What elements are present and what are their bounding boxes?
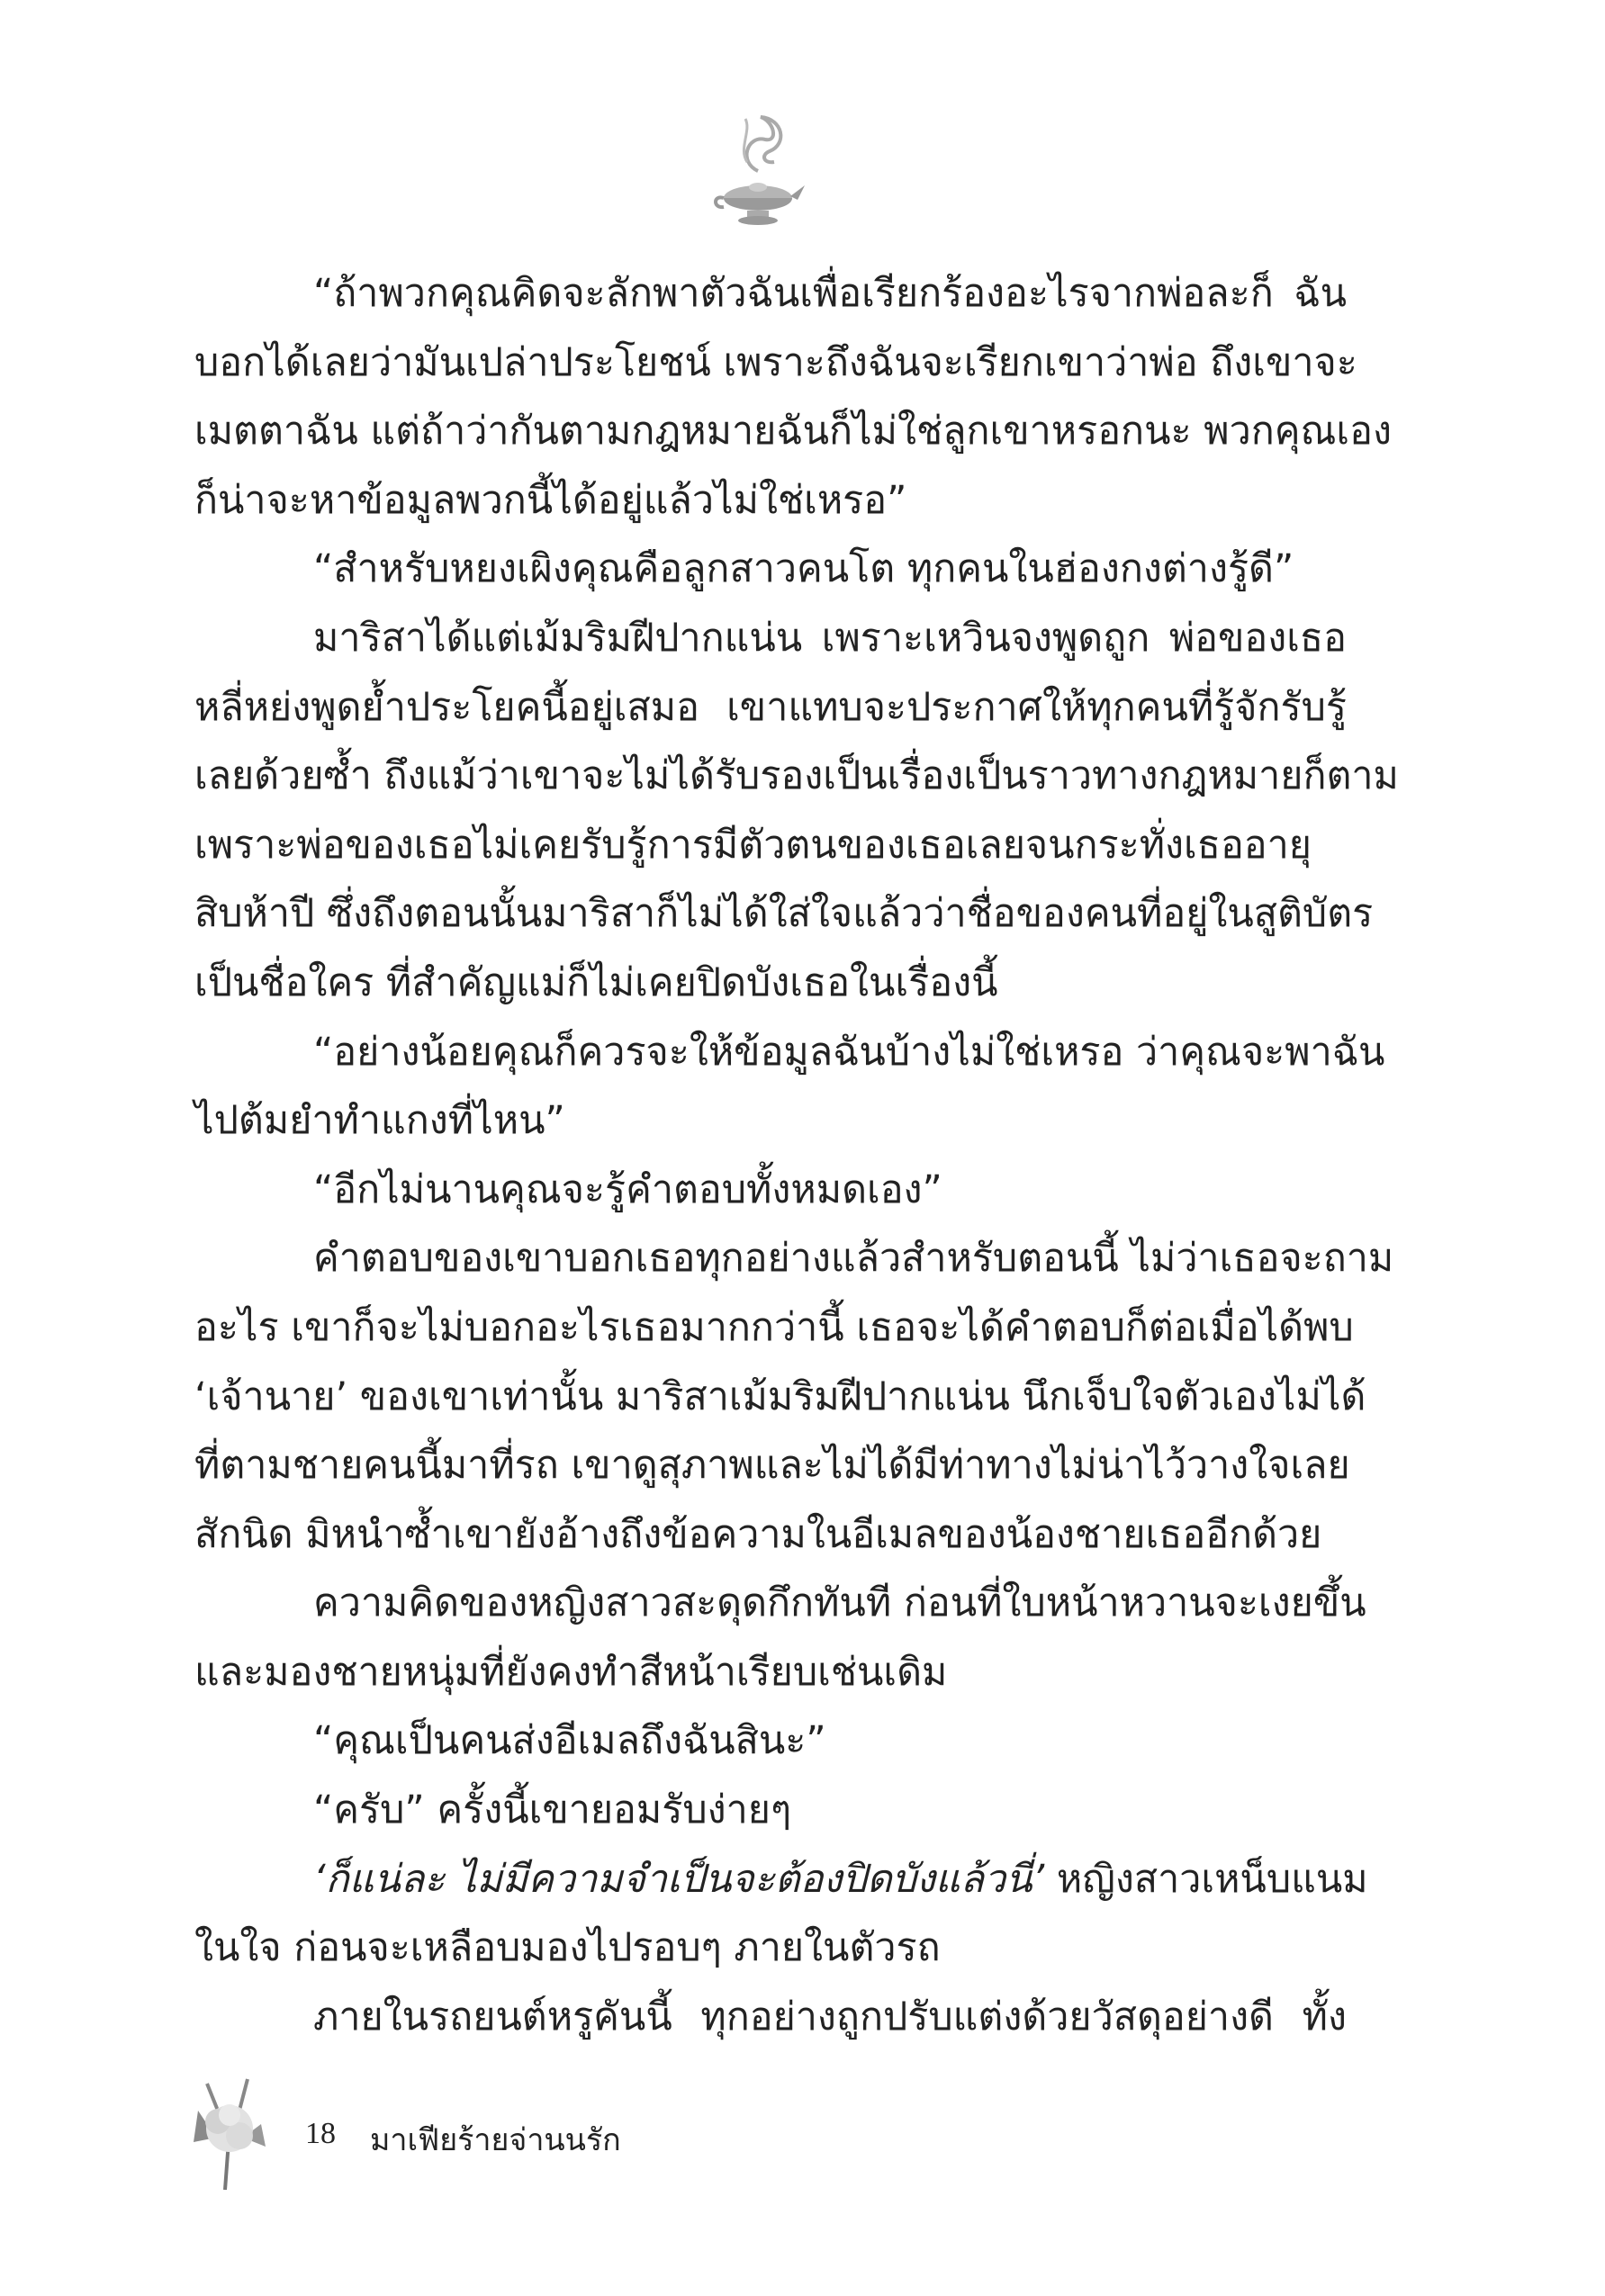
line-text: ความคิดของหญิงสาวสะดุดกึกทันที ก่อนที่ใบหน้าหวานจะเงยขึ้น — [313, 1580, 1366, 1626]
text-line — [194, 1431, 1350, 1500]
text-line — [194, 1156, 1347, 1225]
book-title: มาเฟียร้ายจ่านนรัก — [370, 2122, 621, 2158]
text-line — [194, 1983, 1347, 2052]
line-text: สักนิด มิหนำซ้ำเขายังอ้างถึงข้อความในอีเมลของน้องชายเธออีกด้วย — [194, 1511, 1322, 1557]
line-text: หญิงสาวเหน็บแนม — [1056, 1856, 1368, 1902]
text-line — [194, 1569, 1366, 1638]
line-text: “อีกไม่นานคุณจะรู้คำตอบทั้งหมดเอง” — [313, 1166, 942, 1212]
text-line — [194, 1706, 1347, 1776]
text-line — [194, 1293, 1354, 1363]
line-text: สิบห้าปี ซึ่งถึงตอนนั้นมาริสาก็ไม่ได้ใส่ใจแล้วว่าชื่อของคนที่อยู่ในสูติบัตร — [194, 891, 1374, 937]
text-line — [194, 1224, 1394, 1293]
text-line — [194, 742, 1399, 811]
text-line — [194, 259, 1347, 329]
body-text — [194, 259, 1399, 2051]
line-text: ไปต้มยำทำแกงที่ไหน” — [194, 1098, 565, 1144]
text-line — [194, 1500, 1347, 1570]
line-text: “อย่างน้อยคุณก็ควรจะให้ข้อมูลฉันบ้างไม่ใช่เหรอ ว่าคุณจะพาฉัน — [313, 1029, 1385, 1075]
text-line — [194, 1363, 1366, 1432]
text-line — [194, 1913, 1347, 1983]
text-line — [194, 1845, 1368, 1914]
line-text: อะไร เขาก็จะไม่บอกอะไรเธอมากกว่านี้ เธอจะได้คำตอบก็ต่อเมื่อได้พบ — [194, 1304, 1354, 1350]
line-text: “สำหรับหยงเผิงคุณคือลูกสาวคนโต ทุกคนในฮ่องกงต่างรู้ดี” — [313, 546, 1294, 592]
line-text: เพราะพ่อของเธอไม่เคยรับรู้การมีตัวตนของเธอเลยจนกระทั่งเธออายุ — [194, 822, 1312, 868]
line-text: ที่ตามชายคนนี้มาที่รถ เขาดูสุภาพและไม่ได้มีท่าทางไม่น่าไว้วางใจเลย — [194, 1443, 1350, 1489]
text-line — [194, 604, 1347, 673]
text-line — [194, 535, 1347, 604]
line-text: และมองชายหนุ่มที่ยังคงทำสีหน้าเรียบเช่นเดิม — [194, 1649, 948, 1695]
text-line — [194, 397, 1392, 466]
page-footer — [180, 2070, 810, 2192]
line-text: มาริสาได้แต่เม้มริมฝีปากแน่น เพราะเหวินจงพูดถูก พ่อของเธอ — [313, 615, 1347, 661]
text-line — [194, 466, 1347, 536]
line-text: ในใจ ก่อนจะเหลือบมองไปรอบๆ ภายในตัวรถ — [194, 1925, 941, 1971]
italic-thought: ‘ก็แน่ละ ไม่มีความจำเป็นจะต้องปิดบังแล้วนี่’ — [313, 1856, 1045, 1902]
text-line — [194, 329, 1357, 398]
text-line — [194, 1086, 1347, 1156]
text-line — [194, 879, 1374, 949]
text-line — [194, 673, 1347, 743]
flower-bouquet-icon — [180, 2075, 288, 2190]
line-text: ภายในรถยนต์หรูคันนี้ ทุกอย่างถูกปรับแต่งด้วยวัสดุอย่างดี ทั้ง — [313, 1994, 1347, 2039]
text-line — [194, 1776, 1347, 1845]
page-number: 18 — [305, 2117, 336, 2150]
line-text: บอกได้เลยว่ามันเปล่าประโยชน์ เพราะถึงฉันจะเรียกเขาว่าพ่อ ถึงเขาจะ — [194, 339, 1357, 385]
text-line — [194, 811, 1347, 880]
line-text: เมตตาฉัน แต่ถ้าว่ากันตามกฎหมายฉันก็ไม่ใช่ลูกเขาหรอกนะ พวกคุณเอง — [194, 409, 1392, 455]
line-text: “ถ้าพวกคุณคิดจะลักพาตัวฉันเพื่อเรียกร้องอะไรจากพ่อละก็ ฉัน — [313, 271, 1347, 316]
line-text: หลี่หย่งพูดย้ำประโยคนี้อยู่เสมอ เขาแทบจะประกาศให้ทุกคนที่รู้จักรับรู้ — [194, 684, 1347, 730]
line-text: ‘เจ้านาย’ ของเขาเท่านั้น มาริสาเม้มริมฝีปากแน่น นึกเจ็บใจตัวเองไม่ได้ — [194, 1373, 1366, 1419]
genie-lamp-icon — [711, 108, 806, 239]
text-line — [194, 949, 1347, 1018]
line-text: “คุณเป็นคนส่งอีเมลถึงฉันสินะ” — [313, 1718, 826, 1764]
line-text: “ครับ” ครั้งนี้เขายอมรับง่ายๆ — [313, 1787, 792, 1833]
line-text: คำตอบของเขาบอกเธอทุกอย่างแล้วสำหรับตอนนี้ ไม่ว่าเธอจะถาม — [313, 1236, 1394, 1282]
line-text: เป็นชื่อใคร ที่สำคัญแม่ก็ไม่เคยปิดบังเธอในเรื่องนี้ — [194, 959, 998, 1005]
line-text: ก็น่าจะหาข้อมูลพวกนี้ได้อยู่แล้วไม่ใช่เหรอ” — [194, 477, 907, 523]
line-text: เลยด้วยซ้ำ ถึงแม้ว่าเขาจะไม่ได้รับรองเป็นเรื่องเป็นราวทางกฎหมายก็ตาม — [194, 753, 1399, 799]
text-line — [194, 1018, 1385, 1087]
text-line — [194, 1638, 1347, 1707]
